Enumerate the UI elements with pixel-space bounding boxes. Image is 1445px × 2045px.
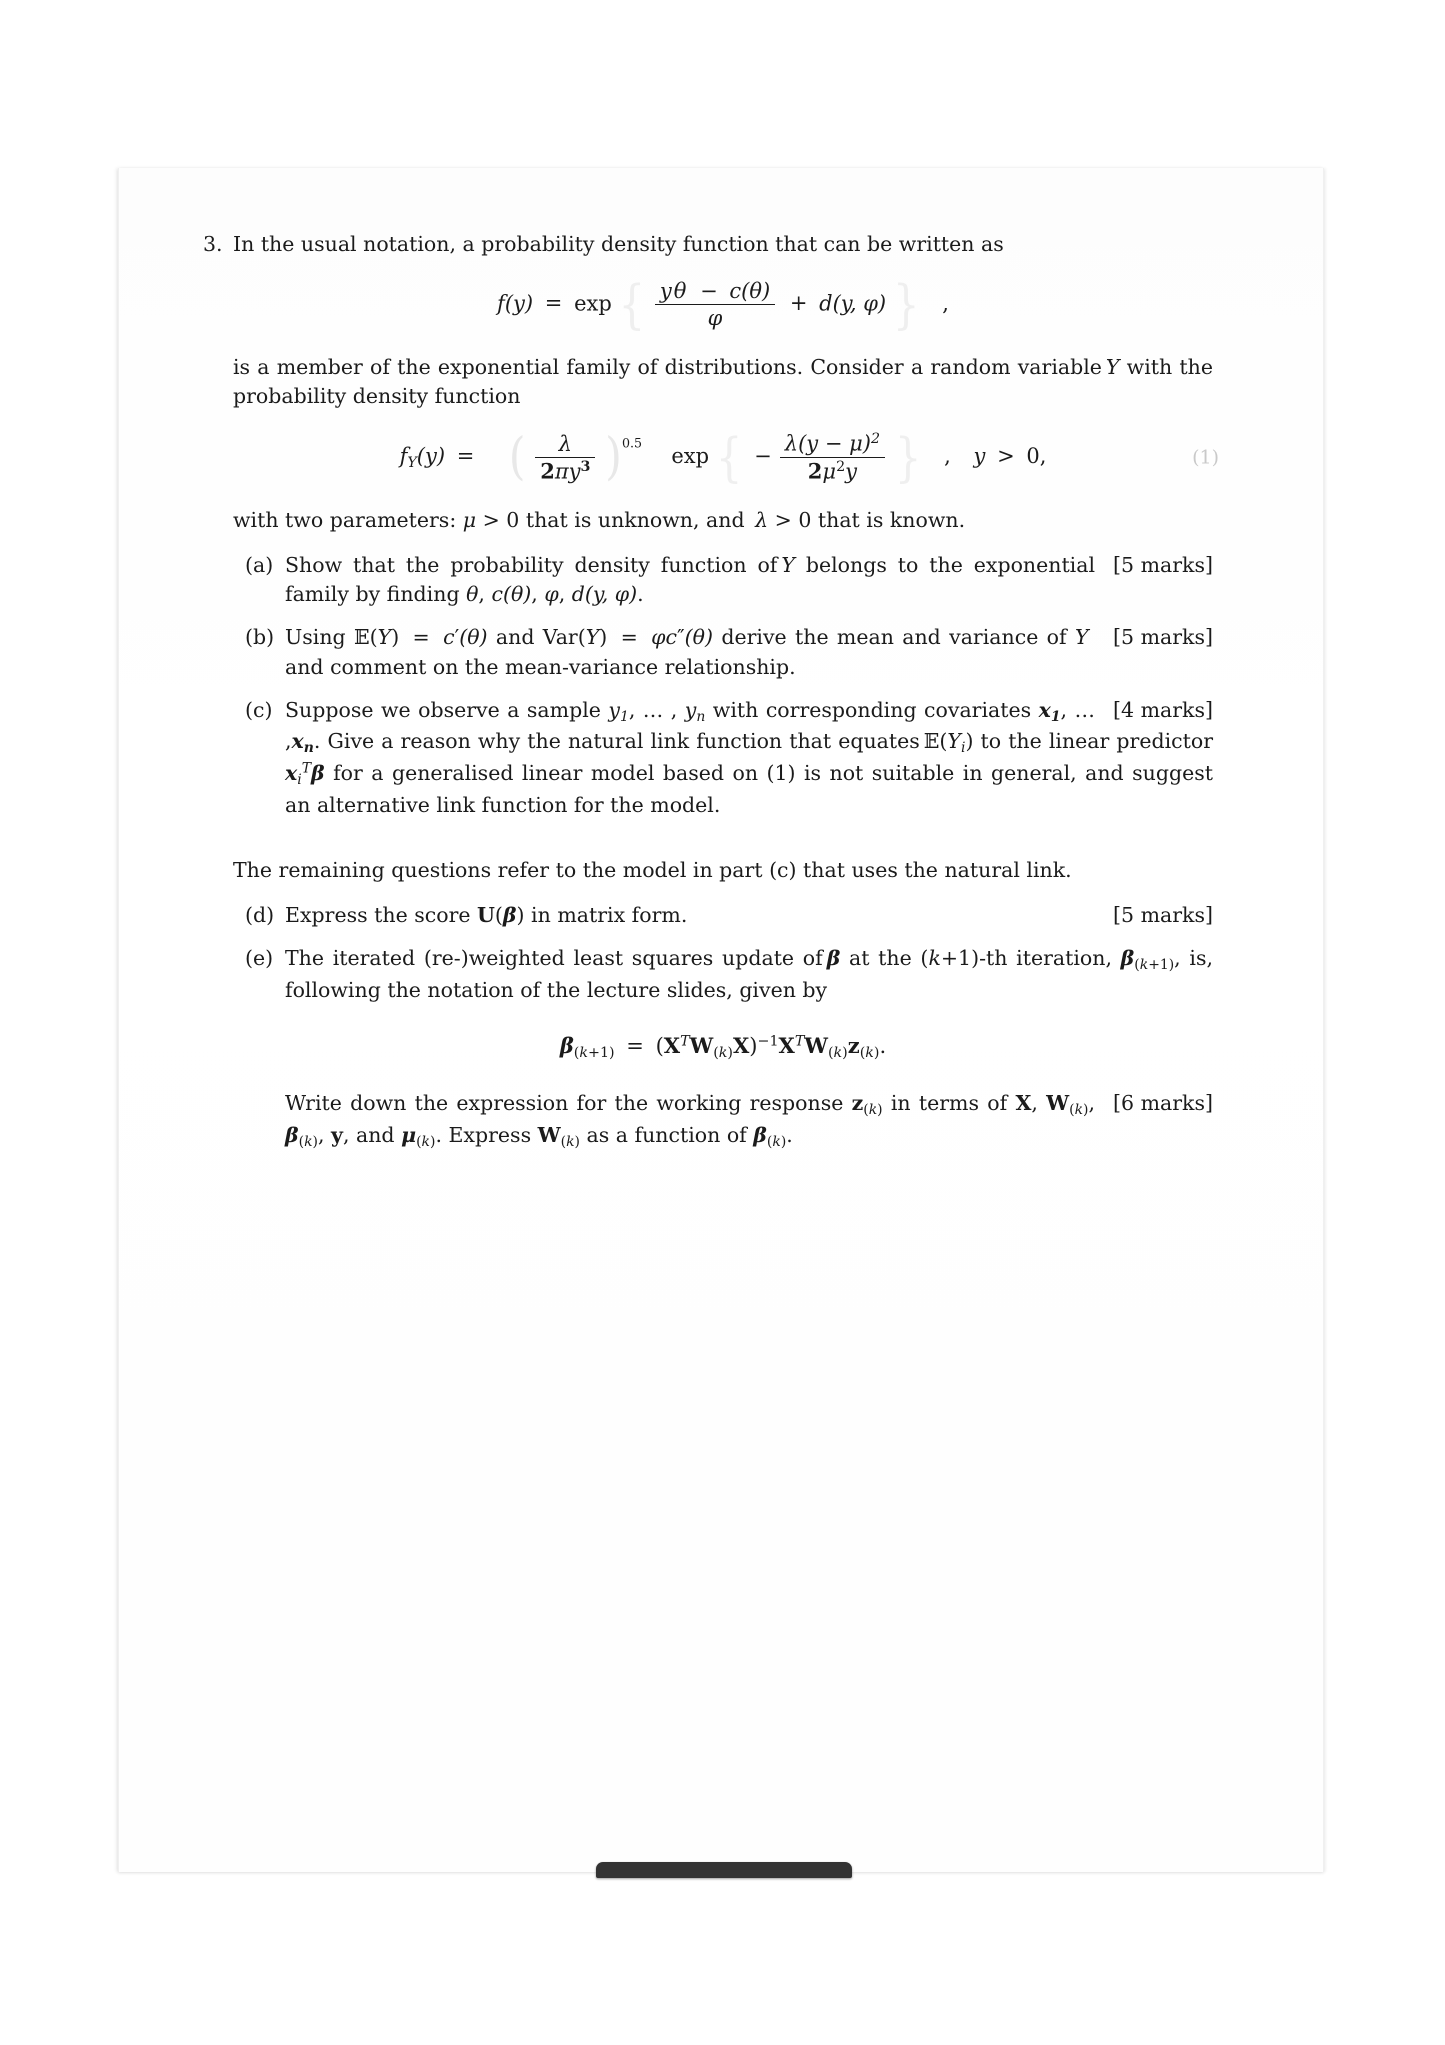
question-part-e xyxy=(233,944,1213,1005)
after-equation-2-text: with two parameters: μ > 0 that is unknown, and λ > 0 that is known. xyxy=(233,508,966,533)
part-e-closing-paragraph xyxy=(233,1089,1213,1152)
question-part-a xyxy=(233,551,1213,609)
scanned-page-sheet xyxy=(118,168,1324,1872)
part-label-b: (b) xyxy=(245,625,275,650)
part-label-d: (d) xyxy=(245,903,275,928)
part-d-marks: [5 marks] xyxy=(1113,903,1213,928)
equation-3-irls-update: $\beta_{(k+1)} = (X^TW_{(k)}X)^{-1}X^TW_{(k)}z_{(k)}$. xyxy=(559,1033,887,1062)
left-brace-icon-2: { xyxy=(715,426,743,488)
remaining-questions-note: The remaining questions refer to the model in part (c) that uses the natural link. xyxy=(233,858,1072,883)
right-brace-icon-2: } xyxy=(894,426,922,488)
part-b-marks: [5 marks] xyxy=(1113,625,1213,650)
page-surface xyxy=(119,168,1323,1872)
part-label-e: (e) xyxy=(245,946,274,971)
part-a-marks: [5 marks] xyxy=(1113,553,1213,578)
part-b-text: [5 marks] Using 𝔼(Y) = c′(θ) and Var(Y) = φc″(θ) derive the mean and variance of Y and comment on the mean-variance relationship. xyxy=(285,625,1213,679)
closing-text: [6 marks] Write down the expression for the working response $z_{(k)}$ in terms of X, $W_{(k)}$, $\beta_{(k)}$, y, and $\mu_{(k)}$. Express $W_{(k)}$ as a function of $\beta_{(k)}$. xyxy=(285,1091,1213,1150)
left-brace-icon: { xyxy=(618,273,646,336)
question-parts-list-2 xyxy=(233,901,1213,1005)
exam-question-body xyxy=(203,230,1219,1167)
question-part-c xyxy=(233,696,1213,820)
right-paren-icon: ) xyxy=(605,427,622,487)
part-e-text: The iterated (re-)weighted least squares update of β at the (k+1)-th iteration, $\beta_{(k+1)}$, is, following the notation of the lecture slides, given by xyxy=(285,946,1213,1002)
part-c-marks: [4 marks] xyxy=(1113,697,1213,722)
question-intro-text: In the usual notation, a probability density function that can be written as xyxy=(233,232,1004,256)
part-d-text: [5 marks] Express the score U(β) in matrix form. xyxy=(285,901,1213,930)
question-number: 3. xyxy=(203,232,223,256)
equation-2-base-fraction: $\frac{\lambda}{2\pi y^3}$ xyxy=(535,432,595,484)
part-a-text: [5 marks] Show that the probability density function of Y belongs to the exponential family by finding θ, c(θ), φ, d(y, φ). xyxy=(285,553,1213,607)
right-brace-icon: } xyxy=(892,273,920,336)
scanner-device-edge xyxy=(596,1862,852,1878)
left-paren-icon: ( xyxy=(508,427,526,487)
question-3 xyxy=(203,230,1219,1153)
closing-marks: [6 marks] xyxy=(1113,1091,1213,1116)
equation-2-tag: (1) xyxy=(1192,446,1219,469)
after-equation-1-text: is a member of the exponential family of distributions. Consider a random variable Y with the probability density function xyxy=(233,354,1213,408)
question-part-b xyxy=(233,623,1213,681)
part-label-a: (a) xyxy=(245,553,274,578)
question-parts-list-1 xyxy=(233,551,1213,820)
question-part-d xyxy=(233,901,1213,930)
equation-1-fraction: $\frac{y\theta - c(\theta)}{\varphi}$ xyxy=(655,279,775,330)
part-c-text: [4 marks] Suppose we observe a sample $y_1$, … , $y_n$ with corresponding covariates $x_1$, … $,x_n$. Give a reason why the natural link function that equates $𝔼(Y_i)$ to the linear predictor $x_i^T\beta$ for a generalised linear model based on (1) is not suitable in general, and suggest an alternative link function for the model. xyxy=(285,697,1214,817)
equation-2: $f_Y(y)$ = ( $\frac{\lambda}{2\pi y^3}$ )$^{0.5}$ exp { − $\frac{\lambda(y - \mu)^2}{2\mu^2y}$ } , y > 0, (1) xyxy=(233,427,1213,488)
part-label-c: (c) xyxy=(245,697,273,722)
equation-2-exponent-fraction: $\frac{\lambda(y - \mu)^2}{2\mu^2y}$ xyxy=(780,431,885,483)
equation-1: f(y) = exp { $\frac{y\theta - c(\theta)}{\varphi}$ + d(y, φ) } , xyxy=(233,275,1213,335)
